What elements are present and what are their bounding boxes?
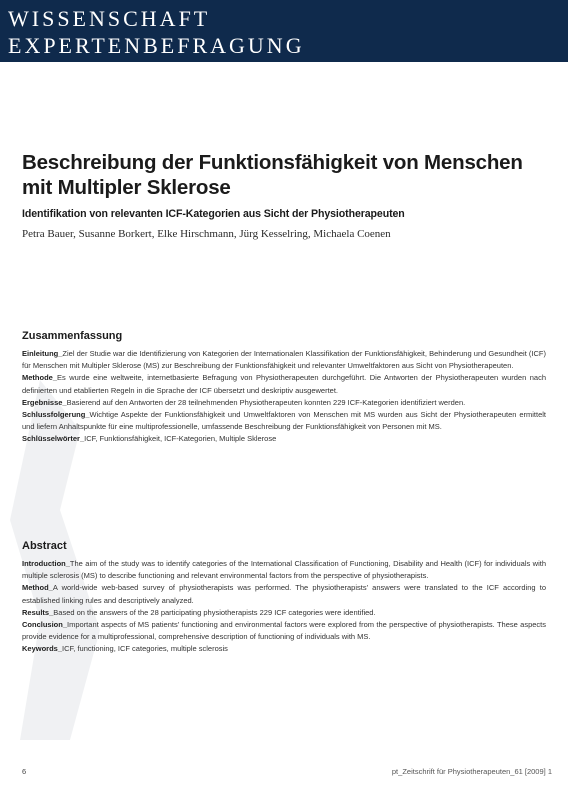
paragraph-text: Basierend auf den Antworten der 28 teilnehmenden Physiotherapeuten konnten 229 ICF-Kategorien identifiziert werden. (66, 397, 466, 407)
article-title: Beschreibung der Funktionsfähigkeit von Menschen mit Multipler Sklerose (22, 151, 523, 199)
abstract-body (22, 558, 546, 656)
paragraph-text: ICF, Funktionsfähigkeit, ICF-Kategorien, Multiple Sklerose (84, 434, 277, 444)
abstract-paragraph (22, 607, 546, 619)
paragraph-label: Conclusion_ (22, 620, 68, 630)
paragraph-text: Ziel der Studie war die Identifizierung von Kategorien der Internationalen Klassifikation der Funktionsfähigkeit, Behinderung und Gesundheit (ICF) für Menschen mit Multipler Sklerose (MS) zur Beschreibung der Funktionsfähigkeit und relevanter Umweltfaktoren aus Sicht von Physiotherapeuten. (22, 349, 546, 371)
paragraph-text: Based on the answers of the 28 participating physiotherapists 229 ICF categories were identified. (53, 607, 376, 617)
paragraph-label: Results_ (22, 607, 54, 617)
abstract-paragraph (22, 433, 546, 445)
abstract-paragraph (22, 372, 546, 396)
abstract-paragraph (22, 643, 546, 655)
zusammenfassung-heading: Zusammenfassung (22, 330, 123, 342)
paragraph-text: Es wurde eine weltweite, internetbasierte Befragung von Physiotherapeuten durchgeführt. Die Antworten der Physiotherapeuten wurden nach definierten und etablierten Regeln in die Sprache der ICF übersetzt und deskriptiv ausgewertet. (22, 373, 546, 395)
abstract-paragraph (22, 397, 546, 409)
paragraph-label: Method_ (22, 583, 53, 593)
abstract-paragraph (22, 348, 546, 372)
article-authors: Petra Bauer, Susanne Borkert, Elke Hirschmann, Jürg Kesselring, Michaela Coenen (22, 228, 391, 240)
journal-reference: pt_Zeitschrift für Physiotherapeuten_61 [2009] 1 (391, 767, 552, 776)
paragraph-text: ICF, functioning, ICF categories, multiple sclerosis (62, 644, 228, 654)
paragraph-label: Ergebnisse_ (22, 397, 67, 407)
abstract-paragraph (22, 409, 546, 433)
paragraph-label: Einleitung_ (22, 349, 63, 358)
abstract-paragraph (22, 558, 546, 582)
abstract-heading: Abstract (22, 540, 67, 552)
paragraph-label: Keywords_ (22, 644, 63, 654)
paragraph-label: Methode_ (22, 373, 58, 383)
section-banner (0, 0, 568, 62)
abstract-paragraph (22, 582, 546, 606)
article-subtitle: Identifikation von relevanten ICF-Kategorien aus Sicht der Physiotherapeuten (22, 208, 405, 220)
banner-section-label: WISSENSCHAFT (8, 6, 211, 31)
page-number: 6 (22, 767, 27, 776)
paragraph-label: Schlussfolgerung_ (22, 410, 90, 420)
banner-category-label: EXPERTENBEFRAGUNG (8, 33, 305, 58)
paragraph-label: Schlüsselwörter_ (22, 434, 85, 444)
paragraph-label: Introduction_ (22, 559, 70, 568)
paragraph-text: A world-wide web-based survey of physiotherapists was performed. The physiotherapists' answers were translated to the ICF according to established linking rules and descriptively analyzed. (22, 583, 546, 605)
abstract-paragraph (22, 619, 546, 643)
paragraph-text: Important aspects of MS patients' functioning and environmental factors were explored from the perspective of physiotherapists. These aspects provide evidence for a multiprofessional, comprehensive description of functioning of individuals with MS. (22, 620, 546, 642)
paragraph-text: The aim of the study was to identify categories of the International Classification of Functioning, Disability and Health (ICF) for individuals with multiple sclerosis (MS) to describe functioning and relevant environmental factors from the perspective of physiotherapists. (22, 559, 546, 581)
paragraph-text: Wichtige Aspekte der Funktionsfähigkeit und Umweltfaktoren von Menschen mit MS wurden aus Sicht der Physiotherapeuten ermittelt und liefern Anhaltspunkte für eine multiprofessionelle, umfassende Beschreibung der Funktionsfähigkeit von Personen mit MS. (22, 410, 546, 432)
zusammenfassung-body (22, 348, 546, 446)
